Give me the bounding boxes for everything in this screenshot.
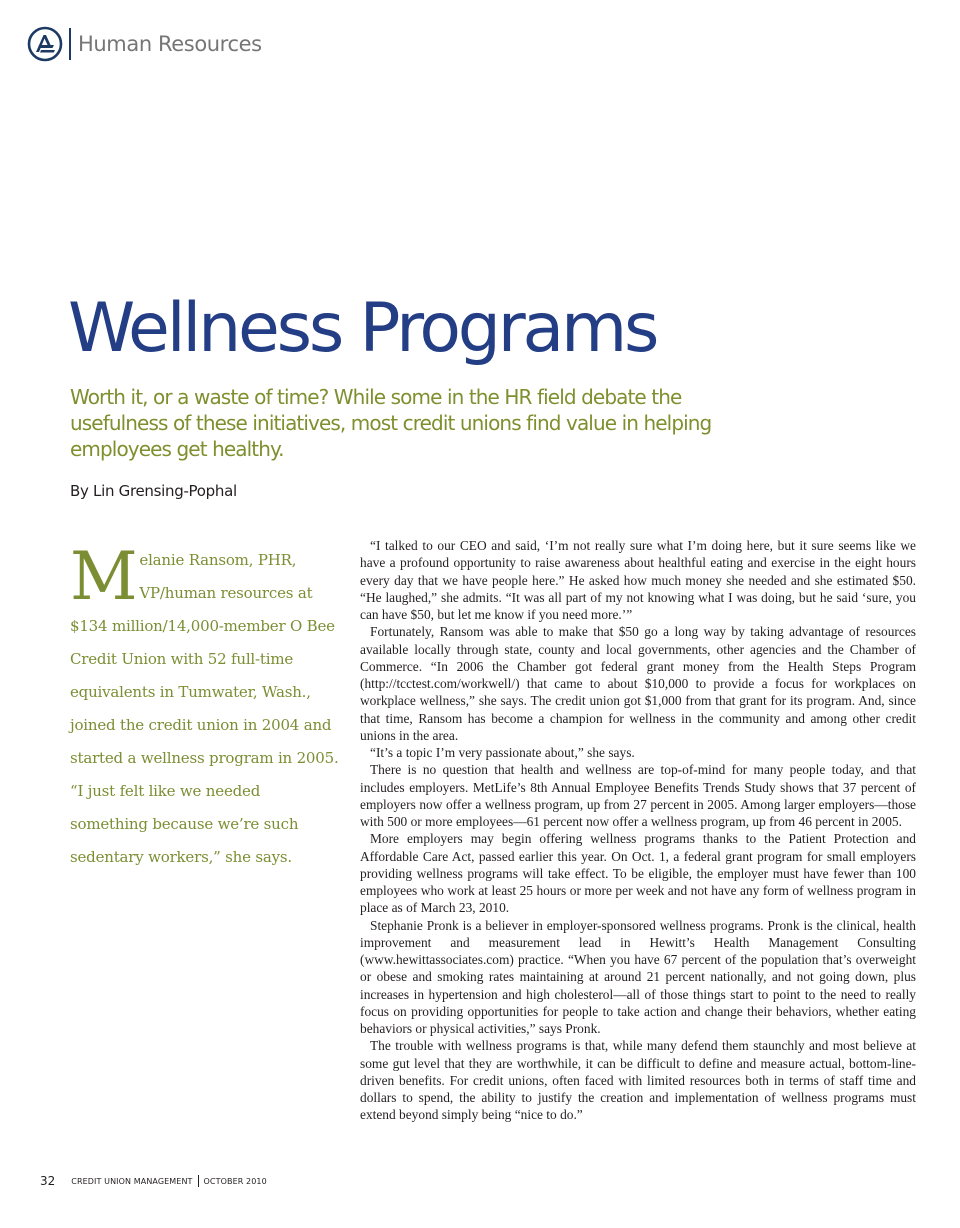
lead-text: elanie Ransom, PHR, VP/human resources at $134 million/14,000-member O Bee Credit Union with 52 full-time equivalents in Tumwater, Wash., joined the credit union in 2004 and started a wellness program in 2005. “I just felt like we needed something because we’re such sedentary workers,” she says. [70,551,339,866]
header-divider [69,28,71,60]
page-number: 32 [40,1174,56,1188]
article-subhead: Worth it, or a waste of time? While some in the HR field debate the usefulness of these initiatives, most credit unions find value in helping employees get healthy. [70,385,712,461]
body-paragraph: “It’s a topic I’m very passionate about,” she says. [370,745,635,760]
body-paragraph: Stephanie Pronk is a believer in employer-sponsored wellness programs. Pronk is the clinical, health improvement and measurement lead in Hewitt’s Health Management Consulting (www.hewittassociates.com) practice. “When you have 67 percent of the population that’s overweight or obese and smoking rates maintaining at around 21 percent nationally, and not going down, plus increases in hypertension and high cholesterol—all of those things start to point to the need to really focus on providing opportunities for people to take action and change their behaviors, whether eating behaviors or physical activities,” says Pronk. [360,917,916,1036]
body-paragraph: There is no question that health and wellness are top-of-mind for many people today, and that includes employers. MetLife’s 8th Annual Employee Benefits Trends Study shows that 37 percent of employers now offer a wellness program, up from 27 percent in 2005. Among larger employers—those with 500 or more employees—61 percent now offer a wellness program, up from 46 percent in 2005. [360,762,916,829]
credit-union-management-logo-icon [27,26,63,62]
article-headline: Wellness Programs [68,289,657,368]
section-header [27,26,262,62]
body-paragraph: The trouble with wellness programs is that, while many defend them staunchly and most believe at some gut level that they are worthwhile, it can be difficult to define and measure actual, bottom-line-driven benefits. For credit unions, often faced with limited resources both in terms of staff time and dollars to spend, the ability to justify the creation and implementation of wellness programs must extend beyond simply being “nice to do.” [360,1038,916,1123]
body-paragraph: “I talked to our CEO and said, ‘I’m not really sure what I’m doing here, but it sure seems like we have a profound opportunity to raise awareness about healthful eating and exercise in the eight hours every day that we have people here.” He asked how much money she needed and she estimated $50. “He laughed,” she admits. “It was all part of my not knowing what I was doing, but he said ‘sure, you can have $50, but let me know if you need more.’” [360,538,916,622]
section-title: Human Resources [78,32,262,56]
issue-date: OCTOBER 2010 [203,1176,267,1186]
magazine-name: CREDIT UNION MANAGEMENT [71,1176,193,1186]
lead-paragraph [70,538,340,874]
article-byline: By Lin Grensing-Pophal [70,482,237,500]
body-paragraph: Fortunately, Ransom was able to make that $50 go a long way by taking advantage of resources available locally through state, county and local governments, other agencies and the Chamber of Commerce. “In 2006 the Chamber got federal grant money from the Health Steps Program (http://tcctest.com/workwell/) that came to about $10,000 to provide a focus for workplaces on workplace wellness,” she says. The credit union got $1,000 from that grant for its program. And, since that time, Ransom has become a champion for wellness in the community and among other credit unions in the area. [360,624,916,743]
body-paragraph: More employers may begin offering wellness programs thanks to the Patient Protection and Affordable Care Act, passed earlier this year. On Oct. 1, a federal grant program for small employers providing wellness programs will take effect. To be eligible, the employer must have fewer than 100 employees who work at least 25 hours or more per week and not have any form of wellness program in place as of March 23, 2010. [360,831,916,916]
drop-cap: M [70,538,138,615]
article-body [360,537,916,1124]
page-footer [40,1174,267,1188]
footer-divider [198,1175,199,1187]
